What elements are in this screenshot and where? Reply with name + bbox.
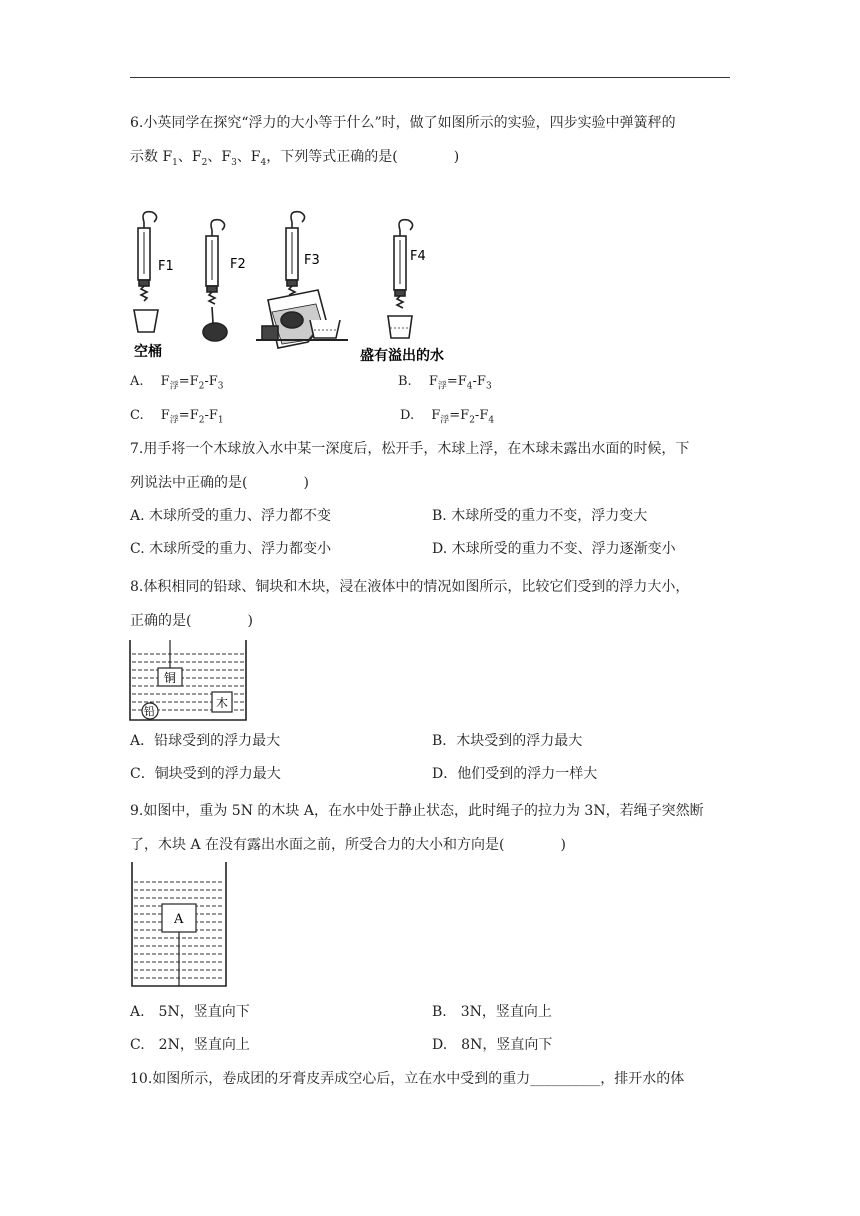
q9-option-b[interactable]: B. 3N，竖直向上 — [432, 1004, 552, 1020]
q7-option-c[interactable]: C. 木球所受的重力、浮力都变小 — [130, 541, 332, 557]
q10-line1: 10.如图所示，卷成团的牙膏皮弄成空心后，立在水中受到的重力__________，排开水的体 — [130, 1071, 685, 1087]
q7-option-b[interactable]: B. 木球所受的重力不变，浮力变大 — [432, 508, 648, 524]
question-9 — [130, 794, 730, 862]
q7-line1: 7.用手将一个木球放入水中某一深度后，松开手，木球上浮，在木球未露出水面的时候，下 — [130, 441, 690, 457]
q7-option-a[interactable]: A. 木球所受的重力、浮力都不变 — [130, 508, 332, 524]
q8-option-a[interactable]: A．铅球受到的浮力最大 — [130, 733, 281, 749]
question-10 — [130, 1062, 730, 1096]
q9-container-figure — [130, 862, 228, 990]
q6-option-a[interactable]: A. $F_浮=F_2-F_3$ — [130, 374, 224, 392]
q6-spring-scale-figure — [128, 208, 458, 366]
question-8 — [130, 570, 730, 638]
q9-option-c[interactable]: C. 2N，竖直向上 — [130, 1037, 250, 1053]
q9-option-d[interactable]: D. 8N，竖直向下 — [432, 1037, 553, 1053]
q6-caption-overflow-water: 盛有溢出的水 — [360, 348, 444, 364]
q9-line2: 了，木块 A 在没有露出水面之前，所受合力的大小和方向是( ) — [130, 837, 566, 853]
q6-line2: 示数 $F_1$、$F_2$、$F_3$、$F_4$，下列等式正确的是( ) — [130, 149, 460, 168]
q9-line1: 9.如图中，重为 5N 的木块 A，在水中处于静止状态，此时绳子的拉力为 3N，若绳子突然断 — [130, 803, 704, 819]
q9-option-a[interactable]: A. 5N，竖直向下 — [130, 1004, 250, 1020]
q6-label-f2: F2 — [230, 257, 246, 272]
q8-container-figure — [128, 640, 248, 722]
q8-label-copper: 铜 — [164, 671, 177, 685]
q8-option-d[interactable]: D．他们受到的浮力一样大 — [432, 766, 598, 782]
q8-label-wood: 木 — [216, 696, 229, 710]
question-7 — [130, 432, 730, 500]
question-6 — [130, 106, 730, 180]
q6-label-f4: F4 — [410, 249, 426, 264]
q8-option-b[interactable]: B．木块受到的浮力最大 — [432, 733, 583, 749]
q6-caption-empty-bucket: 空桶 — [134, 344, 162, 360]
q8-line2: 正确的是( ) — [130, 613, 253, 629]
q8-option-c[interactable]: C．铜块受到的浮力最大 — [130, 766, 281, 782]
header-rule — [130, 77, 730, 78]
q7-option-d[interactable]: D. 木球所受的重力不变、浮力逐渐变小 — [432, 541, 676, 557]
q8-line1: 8.体积相同的铅球、铜块和木块，浸在液体中的情况如图所示，比较它们受到的浮力大小， — [130, 579, 690, 595]
q6-option-d[interactable]: D. $F_浮=F_2-F_4$ — [400, 408, 495, 426]
q6-label-f1: F1 — [158, 259, 174, 274]
q6-option-c[interactable]: C. $F_浮=F_2-F_1$ — [130, 408, 224, 426]
q6-label-f3: F3 — [304, 253, 320, 268]
q7-line2: 列说法中正确的是( ) — [130, 475, 309, 491]
q9-label-a: A — [174, 912, 184, 927]
q6-line1: 6.小英同学在探究“浮力的大小等于什么”时，做了如图所示的实验，四步实验中弹簧秤的 — [130, 115, 676, 131]
q6-option-b[interactable]: B. $F_浮=F_4-F_3$ — [398, 374, 492, 392]
q8-label-lead: 铅 — [144, 705, 155, 718]
